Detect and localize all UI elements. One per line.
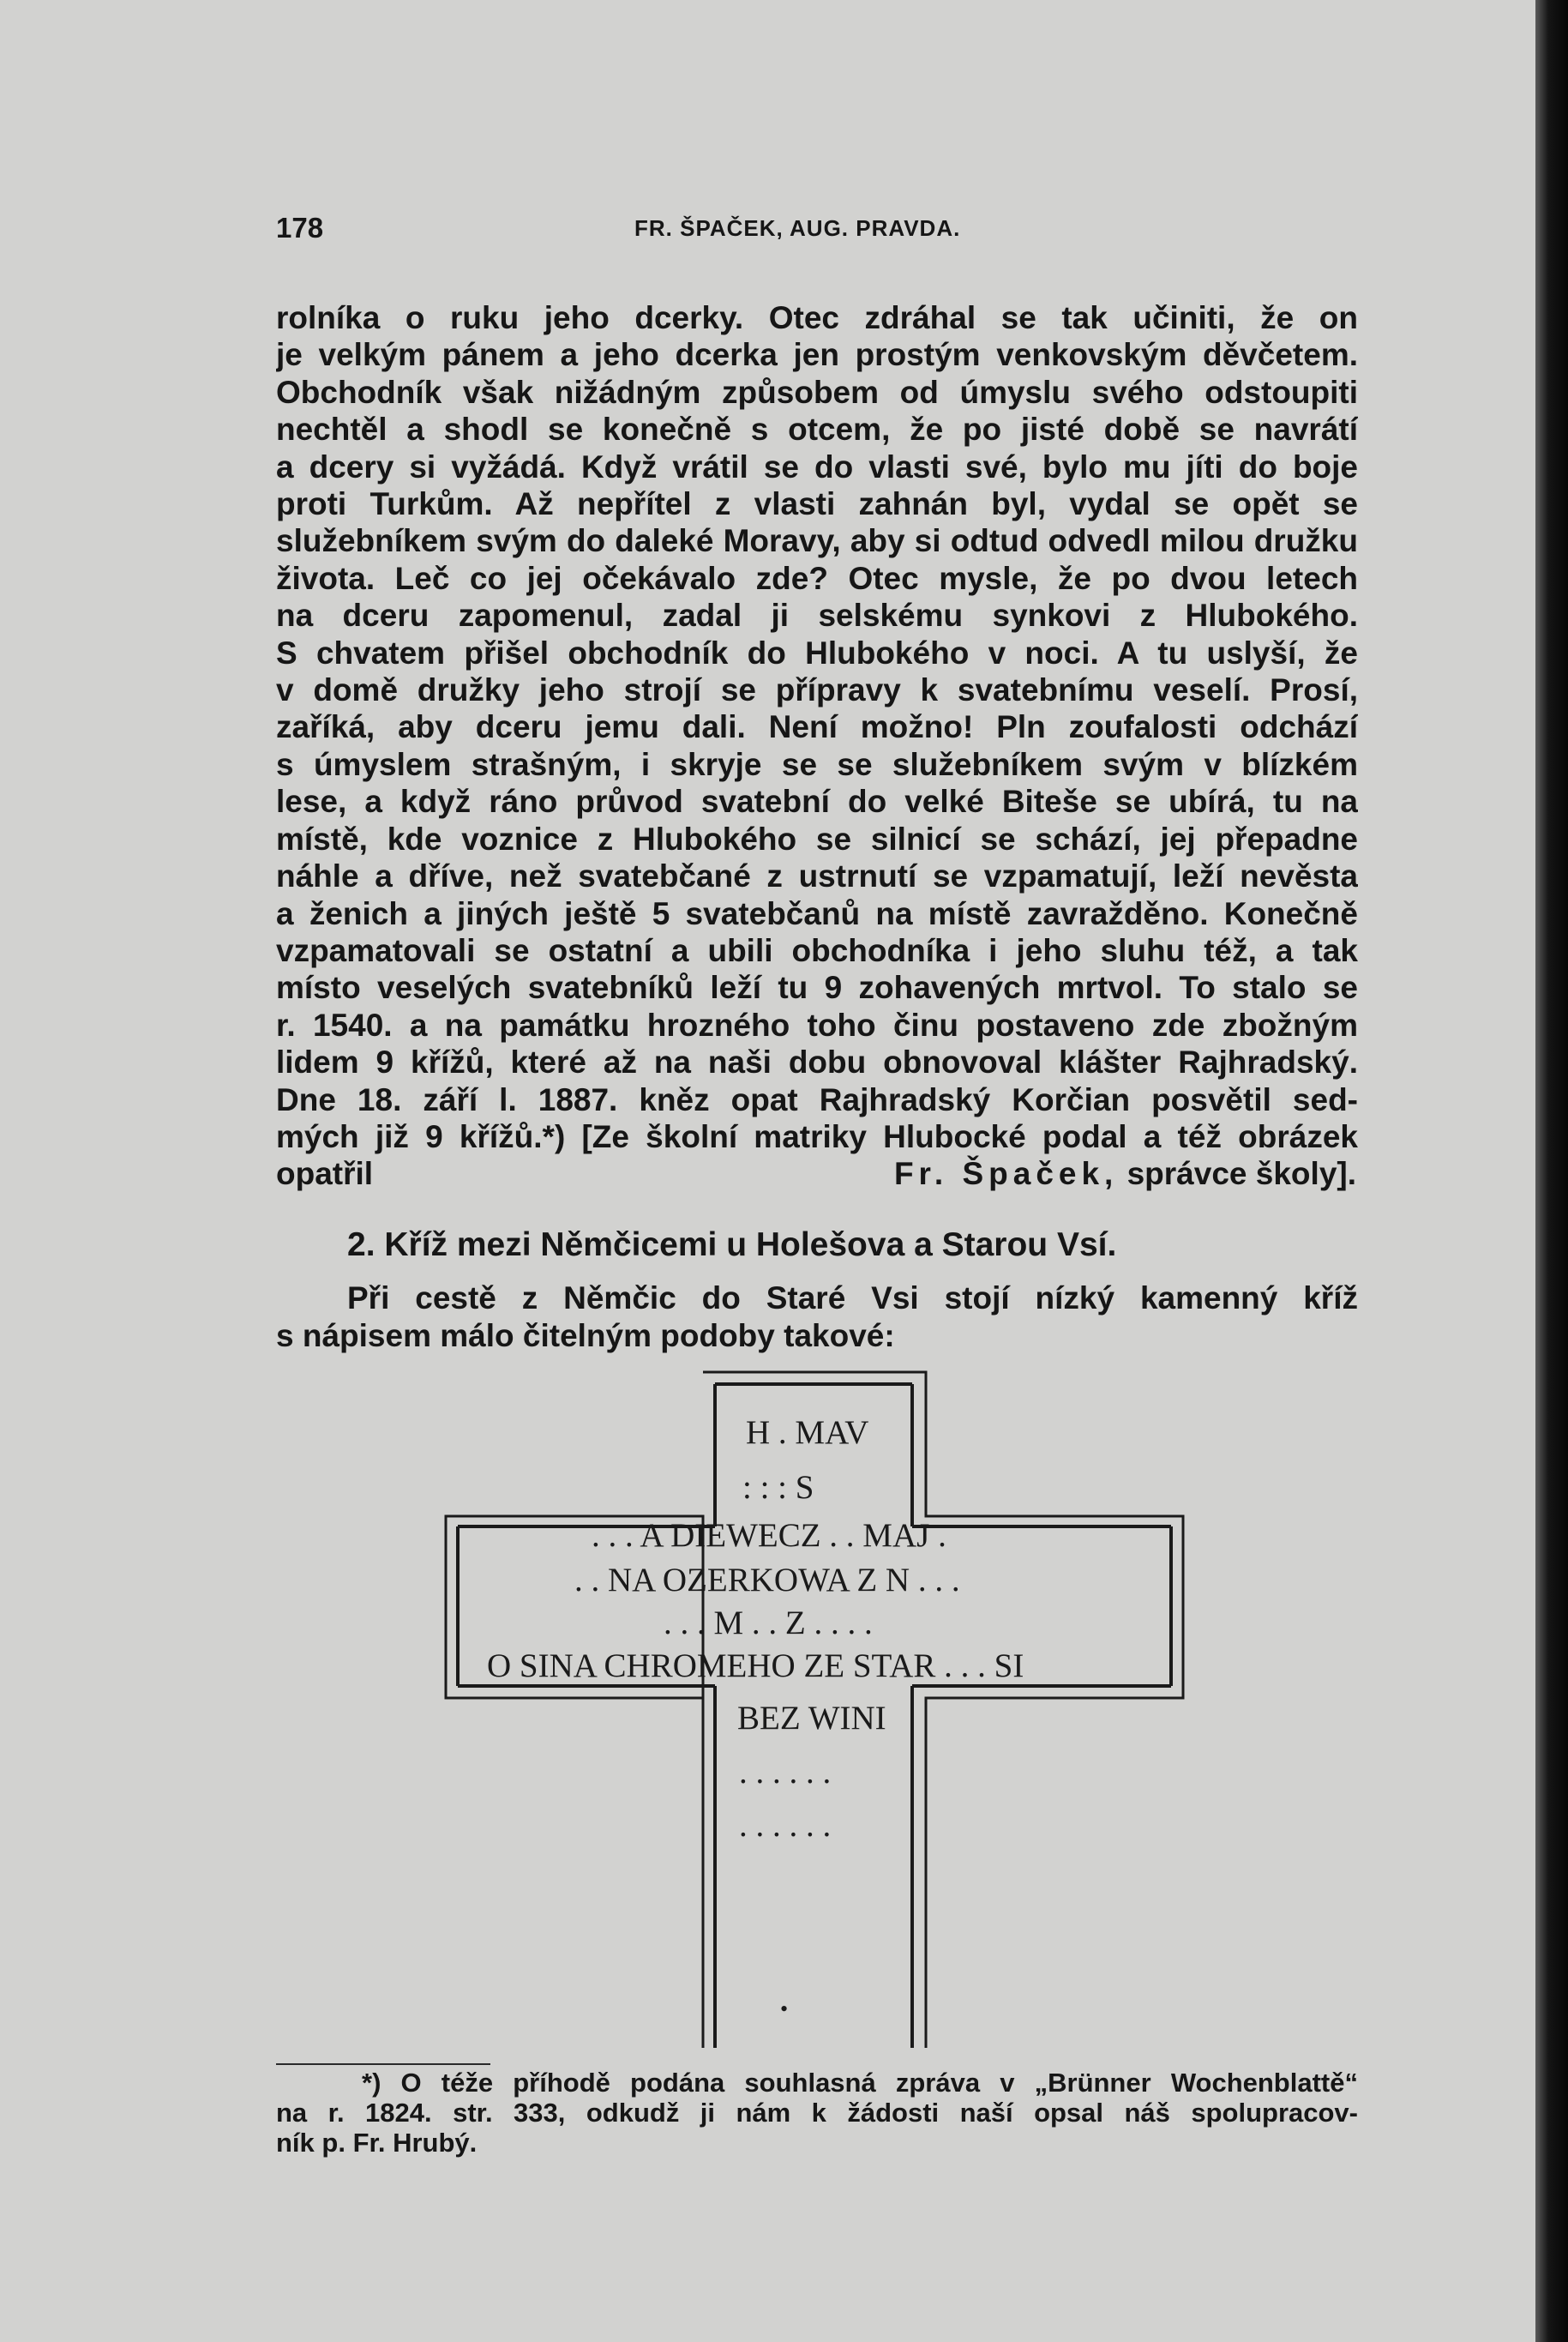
signature-line [276,1155,1358,1192]
signature-role: správce školy]. [1126,1156,1356,1192]
body-line: lidem 9 křížů, které až na naši dobu obnovoval klášter Rajhradský. [276,1045,1358,1081]
body-line: služebníkem svým do daleké Moravy, aby si odtud odvedl milou družku [276,523,1358,559]
footnote [276,2068,1358,2158]
inscription-line: . . . . . . [739,1807,832,1844]
book-page [276,0,1358,2342]
body-paragraph [276,299,1358,1193]
inscription-line: : : : S [742,1469,814,1506]
inscription-line: . . NA OZERKOWA Z N . . . [574,1562,960,1598]
footnote-line: *) O téže příhodě podána souhlasná zpráva v „Brünner Wochenblattě“ [362,2068,1358,2098]
body-line: vzpamatovali se ostatní a ubili obchodníka i jeho sluhu též, a tak [276,932,1358,968]
footnote-line: na r. 1824. str. 333, odkudž ji nám k žádosti naší opsal náš spolupracov- [276,2098,1358,2128]
body-line: náhle a dříve, než svatebčané z ustrnutí se vzpamatují, leží nevěsta [276,858,1358,894]
footnote-rule [276,2063,490,2065]
body-line: mých již 9 křížů.*) [Ze školní matriky Hlubocké podal a též obrázek [276,1118,1358,1154]
body-line: a dcery si vyžádá. Když vrátil se do vlasti své, bylo mu jíti do boje [276,449,1358,485]
inscription-line: . . . A DIEWECZ . . MAJ . [592,1517,946,1554]
body-line: lese, a když ráno průvod svatební do velké Biteše se ubírá, tu na [276,784,1358,820]
body-line: je velkým pánem a jeho dcerka jen prostým venkovským děvčetem. [276,337,1358,373]
scan-dark-edge [1535,0,1568,2342]
section-intro [276,1279,1358,1355]
signature-left-word: opatřil [276,1156,374,1192]
body-line: s úmyslem strašným, i skryje se se služebníkem svým v blízkém [276,746,1358,782]
body-line: místě, kde voznice z Hlubokého se silnicí se schází, jej přepadne [276,821,1358,857]
page-number: 178 [276,212,324,244]
body-line: a ženich a jiných ještě 5 svatebčanů na místě zavražděno. Konečně [276,895,1358,931]
body-line: nechtěl a shodl se konečně s otcem, že po jisté době se navrátí [276,412,1358,448]
body-line: r. 1540. a na památku hrozného toho činu postaveno zde zbožným [276,1007,1358,1043]
body-line: Dne 18. září l. 1887. kněz opat Rajhradský Korčian posvětil sed- [276,1081,1358,1117]
inscription-line: . . . M . . Z . . . . [664,1604,873,1641]
section-heading: 2. Kříž mezi Němčicemi u Holešova a Starou Vsí. [347,1226,1117,1263]
intro-line: s nápisem málo čitelným podoby takové: [276,1318,895,1353]
page-header [276,211,1358,245]
inscription-line: O SINA CHROMEHO ZE STAR . . . SI [487,1647,1024,1684]
body-line: v domě družky jeho strojí se přípravy k svatebnímu veselí. Prosí, [276,672,1358,708]
signature-block [894,1155,1358,1192]
running-head: FR. ŠPAČEK, AUG. PRAVDA. [634,215,961,241]
intro-line: Při cestě z Němčic do Staré Vsi stojí nízký kamenný kříž [347,1280,1358,1315]
inscription-line: BEZ WINI [737,1700,886,1737]
footnote-line: ník p. Fr. Hrubý. [276,2128,478,2158]
body-line: místo veselých svatebníků leží tu 9 zohavených mrtvol. To stalo se [276,970,1358,1006]
body-line: S chvatem přišel obchodník do Hlubokého v noci. A tu uslyší, že [276,635,1358,671]
signature-author: Fr. Špaček, [893,1156,1119,1192]
inscription-line: H . MAV [746,1414,869,1451]
body-line: proti Turkům. Až nepřítel z vlasti zahnán byl, vydal se opět se [276,486,1358,522]
body-line: Obchodník však nižádným způsobem od úmyslu svého odstoupiti [276,374,1358,410]
body-line: rolníka o ruku jeho dcerky. Otec zdráhal se tak učiniti, že on [276,300,1358,335]
body-line: zaříká, aby dceru jemu dali. Není možno! Pln zoufalosti odchází [276,709,1358,745]
cross-figure [276,1370,1358,2056]
inscription-mark: • [780,1996,789,2021]
body-line: života. Leč co jej očekávalo zde? Otec mysle, že po dvou letech [276,560,1358,596]
body-line: na dceru zapomenul, zadal ji selskému synkovi z Hlubokého. [276,598,1358,634]
inscription-line: . . . . . . [739,1754,832,1791]
